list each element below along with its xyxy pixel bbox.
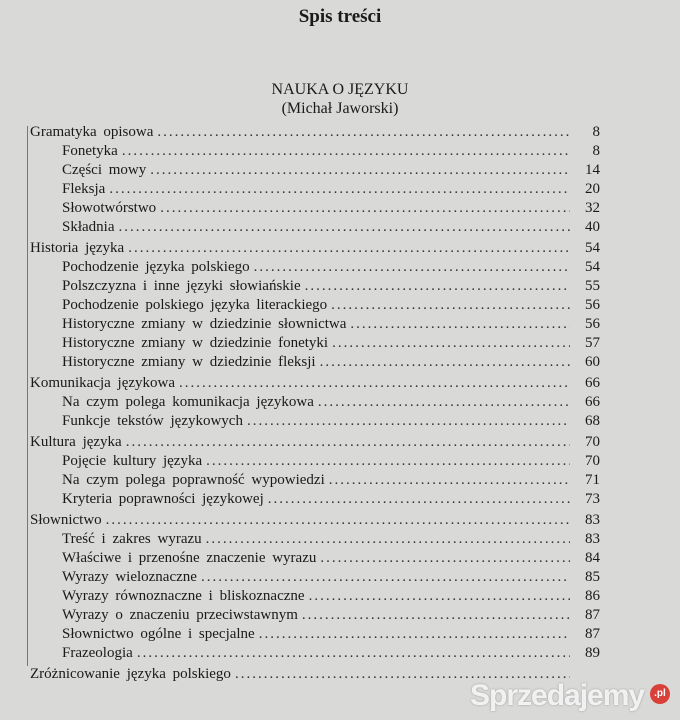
entry-title: Pochodzenie języka polskiego (62, 259, 250, 275)
toc-entry (30, 452, 600, 471)
entry-title: Kryteria poprawności językowej (62, 491, 264, 507)
dot-leader (268, 490, 570, 509)
page-number: 54 (585, 259, 600, 275)
page-title: Spis treści (298, 6, 382, 27)
page-number: 70 (585, 453, 600, 469)
watermark-badge: .pl (650, 684, 670, 704)
toc-entry (30, 549, 600, 568)
entry-title: Zróżnicowanie języka polskiego (30, 666, 231, 682)
entry-title: Słownictwo (30, 512, 102, 528)
dot-leader (318, 393, 570, 412)
entry-title: Historyczne zmiany w dziedzinie fonetyki (62, 335, 329, 351)
toc-entry (30, 161, 600, 180)
entry-title: Na czym polega komunikacja językowa (62, 394, 314, 410)
toc-entry (30, 334, 600, 353)
toc-group (30, 123, 600, 237)
entry-title: Fleksja (62, 181, 106, 197)
dot-leader (126, 433, 570, 452)
entry-title: Treść i zakres wyrazu (62, 531, 202, 547)
toc-chapter (30, 374, 600, 393)
toc-entry (30, 606, 600, 625)
toc-group (30, 239, 600, 372)
entry-title: Frazeologia (62, 645, 133, 661)
entry-title: Gramatyka opisowa (30, 124, 154, 140)
page-number: 56 (585, 297, 600, 313)
dot-leader (247, 412, 570, 431)
toc-entry (30, 644, 600, 663)
entry-title: Funkcje tekstów językowych (62, 413, 243, 429)
entry-title: Historyczne zmiany w dziedzinie słownictwa (62, 316, 347, 332)
page-number: 32 (585, 200, 600, 216)
dot-leader (350, 315, 570, 334)
page-number: 84 (585, 550, 600, 566)
entry-title: Wyrazy równoznaczne i bliskoznaczne (62, 588, 305, 604)
toc-chapter (30, 511, 600, 530)
page-number: 56 (585, 316, 600, 332)
entry-title: Pojęcie kultury języka (62, 453, 203, 469)
page-number: 85 (585, 569, 600, 585)
toc-entry (30, 587, 600, 606)
toc-group (30, 511, 600, 663)
toc-entry (30, 490, 600, 509)
entry-title: Historia języka (30, 240, 125, 256)
entry-title: Historyczne zmiany w dziedzinie fleksji (62, 354, 316, 370)
dot-leader (259, 625, 570, 644)
toc-entry (30, 530, 600, 549)
toc-entry (30, 315, 600, 334)
page-number: 89 (585, 645, 600, 661)
page-number: 57 (585, 335, 600, 351)
toc-entry (30, 393, 600, 412)
toc-chapter (30, 123, 600, 142)
dot-leader (331, 296, 570, 315)
dot-leader (137, 644, 570, 663)
dot-leader (332, 334, 570, 353)
dot-leader (179, 374, 570, 393)
page-number: 66 (585, 375, 600, 391)
table-of-contents (30, 123, 600, 686)
entry-title: Składnia (62, 219, 115, 235)
page-number: 73 (585, 491, 600, 507)
page-number: 86 (585, 588, 600, 604)
page-number: 20 (585, 181, 600, 197)
page-number: 55 (585, 278, 600, 294)
toc-entry (30, 296, 600, 315)
entry-title: Kultura języka (30, 434, 122, 450)
dot-leader (320, 353, 570, 372)
dot-leader (128, 239, 570, 258)
page-number: 14 (585, 162, 600, 178)
toc-entry (30, 180, 600, 199)
watermark-logo: Sprzedajemy (470, 679, 645, 712)
section-author: (Michał Jaworski) (281, 100, 399, 117)
dot-leader (329, 471, 570, 490)
entry-title: Części mowy (62, 162, 147, 178)
dot-leader (305, 277, 570, 296)
entry-title: Komunikacja językowa (30, 375, 176, 391)
dot-leader (309, 587, 570, 606)
toc-chapter (30, 433, 600, 452)
toc-chapter (30, 239, 600, 258)
dot-leader (122, 142, 570, 161)
page-number: 54 (585, 240, 600, 256)
section-title: NAUKA O JĘZYKU (271, 81, 409, 98)
toc-entry (30, 199, 600, 218)
dot-leader (160, 199, 570, 218)
entry-title: Na czym polega poprawność wypowiedzi (62, 472, 325, 488)
dot-leader (119, 218, 571, 237)
dot-leader (254, 258, 570, 277)
toc-entry (30, 568, 600, 587)
page-number: 8 (592, 143, 600, 159)
entry-title: Fonetyka (62, 143, 118, 159)
page-number: 83 (585, 512, 600, 528)
entry-title: Właściwe i przenośne znaczenie wyrazu (62, 550, 317, 566)
page-number: 87 (585, 607, 600, 623)
page-number: 87 (585, 626, 600, 642)
page-number: 83 (585, 531, 600, 547)
entry-title: Wyrazy wieloznaczne (62, 569, 197, 585)
page-number: 66 (585, 394, 600, 410)
page-number: 60 (585, 354, 600, 370)
dot-leader (201, 568, 570, 587)
entry-title: Pochodzenie polskiego języka literackiego (62, 297, 328, 313)
toc-entry (30, 625, 600, 644)
page-number: 8 (592, 124, 600, 140)
dot-leader (206, 452, 570, 471)
toc-group (30, 433, 600, 509)
entry-title: Polszczyzna i inne języki słowiańskie (62, 278, 301, 294)
dot-leader (150, 161, 570, 180)
toc-group (30, 374, 600, 431)
section-header (0, 80, 680, 118)
dot-leader (106, 511, 570, 530)
dot-leader (320, 549, 570, 568)
toc-entry (30, 258, 600, 277)
entry-title: Słowotwórstwo (62, 200, 157, 216)
page-number: 71 (585, 472, 600, 488)
page-number: 70 (585, 434, 600, 450)
toc-entry (30, 218, 600, 237)
toc-entry (30, 277, 600, 296)
toc-entry (30, 412, 600, 431)
dot-leader (157, 123, 570, 142)
toc-entry (30, 142, 600, 161)
margin-rule (27, 126, 28, 666)
entry-title: Słownictwo ogólne i specjalne (62, 626, 255, 642)
page-number: 40 (585, 219, 600, 235)
page-number: 68 (585, 413, 600, 429)
dot-leader (302, 606, 570, 625)
dot-leader (206, 530, 570, 549)
toc-entry (30, 471, 600, 490)
toc-entry (30, 353, 600, 372)
dot-leader (109, 180, 570, 199)
entry-title: Wyrazy o znaczeniu przeciwstawnym (62, 607, 298, 623)
